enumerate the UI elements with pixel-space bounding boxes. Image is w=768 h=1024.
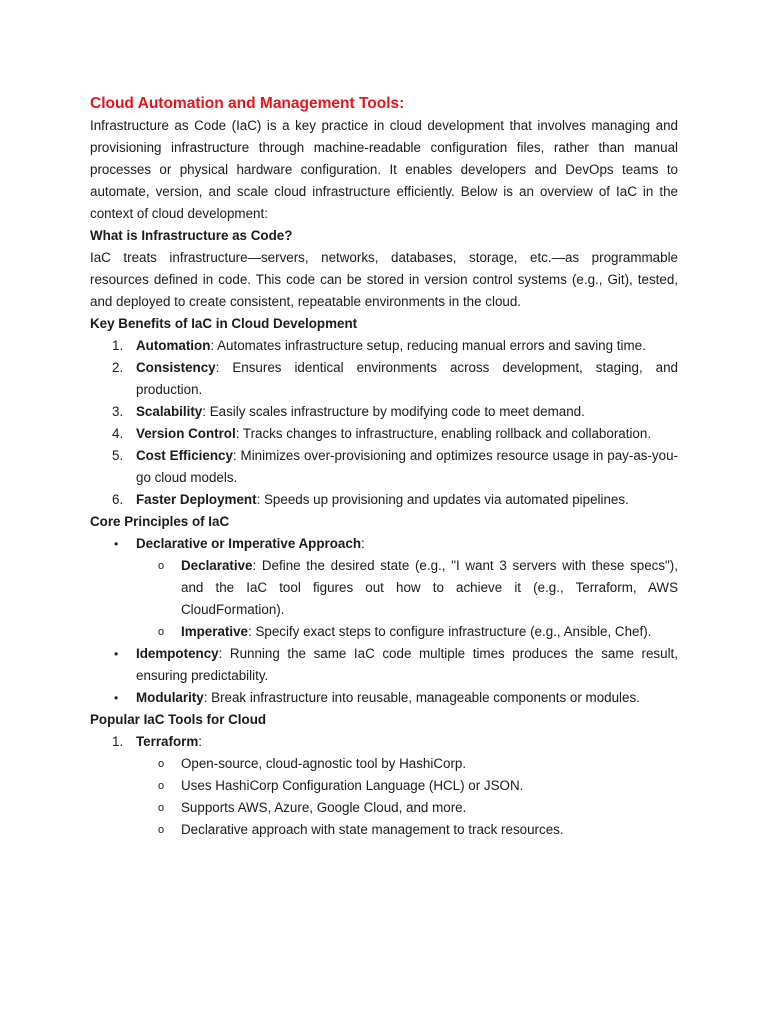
benefit-term: Faster Deployment	[136, 492, 257, 507]
list-item	[90, 445, 678, 489]
circle-bullet-icon: o	[158, 802, 165, 814]
benefit-text: : Speeds up provisioning and updates via automated pipelines.	[256, 492, 629, 507]
circle-bullet-icon: o	[158, 626, 165, 638]
tool-colon: :	[198, 734, 202, 749]
list-item	[90, 357, 678, 401]
benefit-text: : Minimizes over-provisioning and optimizes resource usage in pay-as-you-go cloud models.	[136, 448, 678, 485]
list-number: 1.	[112, 734, 124, 749]
section-heading-benefits: Key Benefits of IaC in Cloud Development	[90, 316, 358, 331]
list-item	[90, 775, 678, 797]
list-item	[90, 489, 678, 511]
circle-bullet-icon: o	[158, 780, 165, 792]
benefit-term: Automation	[136, 338, 211, 353]
benefit-term: Version Control	[136, 426, 236, 441]
list-item	[90, 621, 678, 643]
subpoint-term: Declarative	[181, 558, 253, 573]
subpoint-term: Imperative	[181, 624, 248, 639]
tool-term: Terraform	[136, 734, 199, 749]
list-item	[90, 533, 678, 555]
benefit-term: Consistency	[136, 360, 216, 375]
intro-paragraph: Infrastructure as Code (IaC) is a key practice in cloud development that involves managing and provisioning infrastructure through machine-readable configuration files, rather than manual processes or physical hardware configuration. It enables developers and DevOps teams to automate, version, and scale cloud infrastructure efficiently. Below is an overview of IaC in the context of cloud development:	[90, 118, 678, 221]
circle-bullet-icon: o	[158, 560, 165, 572]
benefit-text: : Easily scales infrastructure by modifying code to meet demand.	[202, 404, 585, 419]
tools-list	[90, 731, 678, 841]
list-number: 5.	[112, 448, 124, 463]
list-item	[90, 819, 678, 841]
bullet-icon: •	[114, 647, 119, 661]
list-item	[90, 401, 678, 423]
principle-term: Declarative or Imperative Approach	[136, 536, 361, 551]
list-number: 1.	[112, 338, 124, 353]
list-number: 2.	[112, 360, 124, 375]
what-paragraph: IaC treats infrastructure—servers, networks, databases, storage, etc.—as programmable resources defined in code. This code can be stored in version control systems (e.g., Git), tested, and deployed to create consistent, repeatable environments in the cloud.	[90, 250, 678, 309]
bullet-icon: •	[114, 537, 119, 551]
list-item	[90, 335, 678, 357]
principle-term: Idempotency	[136, 646, 219, 661]
list-number: 6.	[112, 492, 124, 507]
subpoint-text: : Define the desired state (e.g., "I want 3 servers with these specs"), and the IaC tool figures out how to achieve it (e.g., Terraform, AWS CloudFormation).	[181, 558, 678, 617]
list-item	[90, 423, 678, 445]
circle-bullet-icon: o	[158, 824, 165, 836]
list-number: 4.	[112, 426, 124, 441]
list-item	[90, 731, 678, 753]
principles-list	[90, 533, 678, 709]
list-item	[90, 753, 678, 775]
benefit-text: : Automates infrastructure setup, reducing manual errors and saving time.	[210, 338, 646, 353]
principle-text: : Running the same IaC code multiple times produces the same result, ensuring predictability.	[136, 646, 678, 683]
bullet-icon: •	[114, 691, 119, 705]
principle-term: Modularity	[136, 690, 204, 705]
section-heading-what: What is Infrastructure as Code?	[90, 228, 293, 243]
benefit-text: : Ensures identical environments across development, staging, and production.	[136, 360, 678, 397]
benefit-term: Cost Efficiency	[136, 448, 233, 463]
subpoint-text: Declarative approach with state management to track resources.	[181, 822, 564, 837]
list-item	[90, 687, 678, 709]
circle-bullet-icon: o	[158, 758, 165, 770]
subpoint-text: : Specify exact steps to configure infrastructure (e.g., Ansible, Chef).	[248, 624, 652, 639]
benefits-list	[90, 335, 678, 511]
benefit-text: : Tracks changes to infrastructure, enabling rollback and collaboration.	[235, 426, 652, 441]
document-title: Cloud Automation and Management Tools:	[90, 95, 405, 112]
section-heading-tools: Popular IaC Tools for Cloud	[90, 712, 267, 727]
document-page	[90, 93, 678, 841]
subpoint-text: Supports AWS, Azure, Google Cloud, and more.	[181, 800, 467, 815]
subpoint-text: Uses HashiCorp Configuration Language (HCL) or JSON.	[181, 778, 524, 793]
list-item	[90, 797, 678, 819]
list-number: 3.	[112, 404, 124, 419]
section-heading-principles: Core Principles of IaC	[90, 514, 230, 529]
list-item	[90, 643, 678, 687]
list-item	[90, 555, 678, 621]
benefit-term: Scalability	[136, 404, 203, 419]
subpoint-text: Open-source, cloud-agnostic tool by HashiCorp.	[181, 756, 467, 771]
principle-colon: :	[361, 536, 365, 551]
principle-text: : Break infrastructure into reusable, manageable components or modules.	[203, 690, 640, 705]
